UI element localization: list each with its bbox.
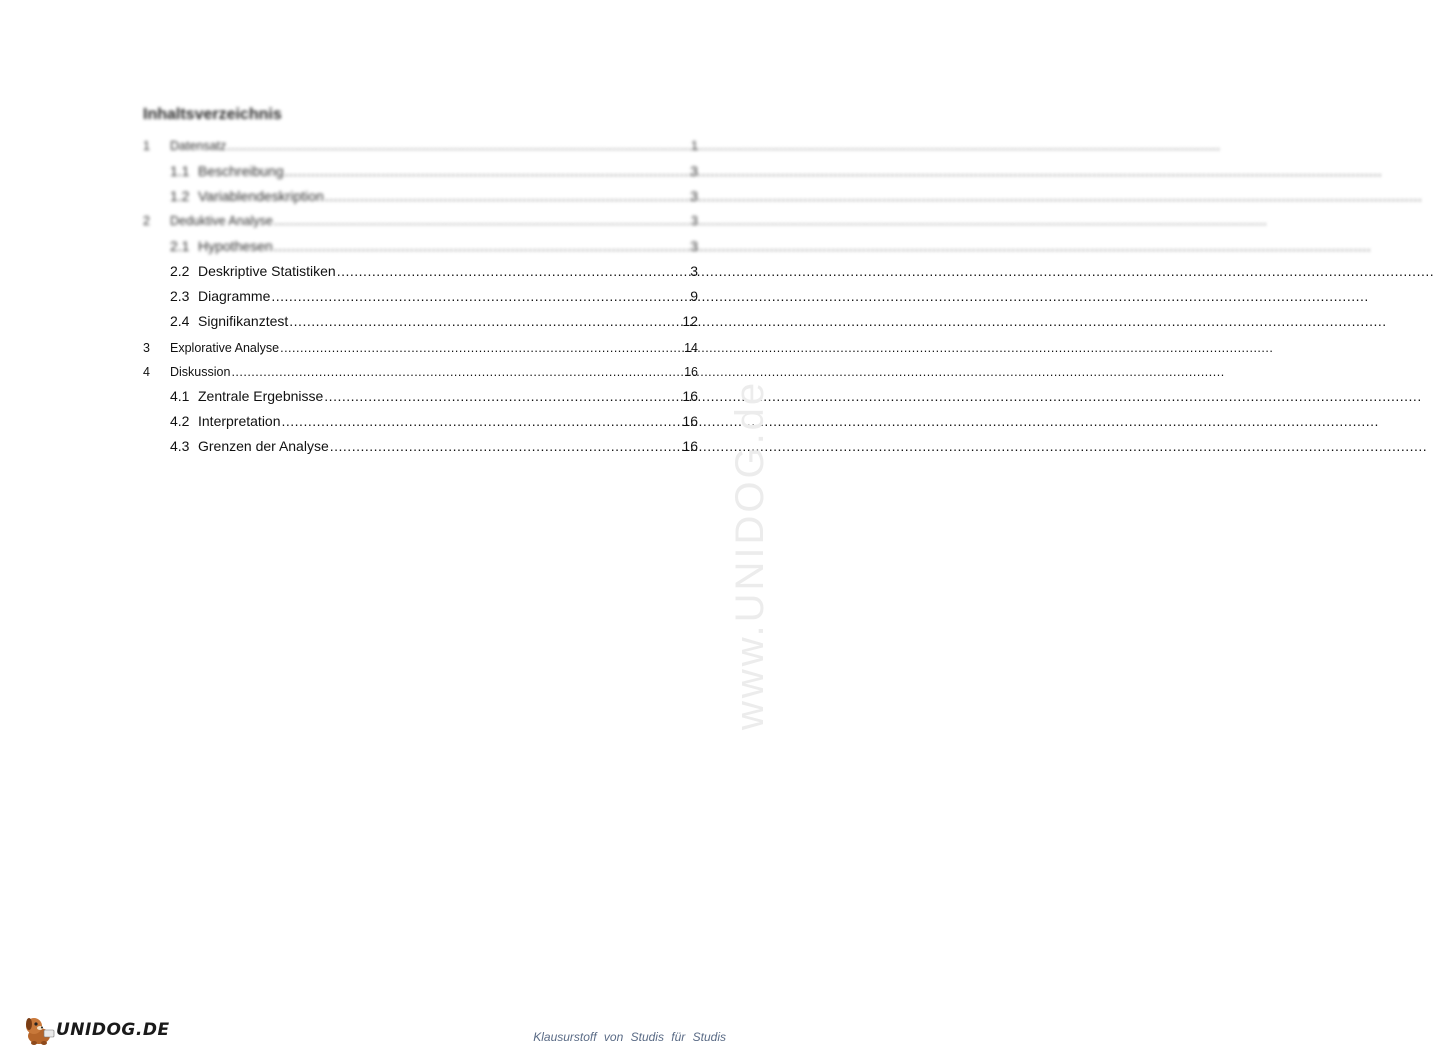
toc-entry-page: 16 xyxy=(684,365,698,379)
toc-entry-page: 12 xyxy=(682,313,698,329)
toc-entry-number: 4.2 xyxy=(170,413,190,429)
toc-leader-dots xyxy=(337,264,685,276)
toc-entry-label: Signifikanztest xyxy=(198,313,289,329)
toc-entry-label: Beschreibung xyxy=(198,163,284,179)
footer-tagline: Klausurstoff von Studis für Studis xyxy=(533,1030,726,1044)
toc-leader-dots xyxy=(274,213,685,225)
toc-leader-dots xyxy=(227,138,685,150)
toc-leader-dots xyxy=(325,189,685,201)
toc-leader-dots xyxy=(274,239,685,251)
toc-entry-label: Interpretation xyxy=(198,413,281,429)
toc-entry-label: Deduktive Analyse xyxy=(170,214,273,228)
toc-entry-label: Variablendeskription xyxy=(198,188,324,204)
toc-entry-page: 3 xyxy=(690,263,698,279)
toc-entry-page: 3 xyxy=(690,163,698,179)
toc-entry-number: 3 xyxy=(143,341,150,355)
toc-entry[interactable] xyxy=(170,313,698,333)
toc-entry-number: 1 xyxy=(143,139,150,153)
toc-entry-number: 4.3 xyxy=(170,438,190,454)
toc-entry-page: 16 xyxy=(682,413,698,429)
toc-entry-label: Diagramme xyxy=(198,288,271,304)
toc-entry-number: 1.2 xyxy=(170,188,190,204)
toc-entry-page: 14 xyxy=(684,341,698,355)
toc-entry-page: 3 xyxy=(690,238,698,254)
toc-entry[interactable] xyxy=(170,388,698,408)
toc-entry-number: 4 xyxy=(143,365,150,379)
logo-text: UNIDOG.DE xyxy=(56,1020,170,1040)
dog-mascot-icon xyxy=(22,1012,58,1048)
toc-entry-page: 9 xyxy=(690,288,698,304)
toc-entry-label: Hypothesen xyxy=(198,238,273,254)
toc-entry[interactable] xyxy=(143,138,698,158)
toc-entry[interactable] xyxy=(143,364,698,384)
toc-entry-label: Deskriptive Statistiken xyxy=(198,263,336,279)
toc-entry[interactable] xyxy=(170,163,698,183)
toc-entry-page: 16 xyxy=(682,388,698,404)
toc-entry-number: 2.4 xyxy=(170,313,190,329)
toc-entry-number: 2.3 xyxy=(170,288,190,304)
toc-leader-dots xyxy=(282,414,682,426)
toc-leader-dots xyxy=(324,389,681,401)
toc-entry-number: 1.1 xyxy=(170,163,190,179)
toc-leader-dots xyxy=(280,340,683,352)
toc-entry-page: 16 xyxy=(682,438,698,454)
toc-entry-number: 2 xyxy=(143,214,150,228)
toc-entry[interactable] xyxy=(170,188,698,208)
toc-entry-label: Explorative Analyse xyxy=(170,341,280,355)
toc-entry[interactable] xyxy=(170,413,698,433)
toc-leader-dots xyxy=(330,439,682,451)
toc-leader-dots xyxy=(285,164,685,176)
toc-entry-label: Zentrale Ergebnisse xyxy=(198,388,324,404)
toc-entry-page: 3 xyxy=(690,188,698,204)
toc-entry[interactable] xyxy=(170,288,698,308)
toc-entry-number: 2.1 xyxy=(170,238,190,254)
unidog-logo[interactable] xyxy=(22,1012,170,1048)
toc-leader-dots xyxy=(271,289,685,301)
toc-entry-label: Grenzen der Analyse xyxy=(198,438,329,454)
toc-entry[interactable] xyxy=(170,238,698,258)
toc-entry-number: 4.1 xyxy=(170,388,190,404)
toc-entry-page: 1 xyxy=(691,139,698,153)
toc-heading: Inhaltsverzeichnis xyxy=(143,106,282,123)
toc-entry-label: Datensatz xyxy=(170,139,227,153)
toc-leader-dots xyxy=(289,314,681,326)
toc-entry-page: 3 xyxy=(691,214,698,228)
toc-leader-dots xyxy=(231,364,683,376)
toc-entry[interactable] xyxy=(143,340,698,360)
toc-entry[interactable] xyxy=(143,213,698,233)
toc-entry[interactable] xyxy=(170,263,698,283)
watermark xyxy=(700,285,772,735)
watermark-text: www.UNIDOG.de xyxy=(728,379,772,730)
toc-entry-label: Diskussion xyxy=(170,365,231,379)
toc-entry[interactable] xyxy=(170,438,698,458)
toc-entry-number: 2.2 xyxy=(170,263,190,279)
